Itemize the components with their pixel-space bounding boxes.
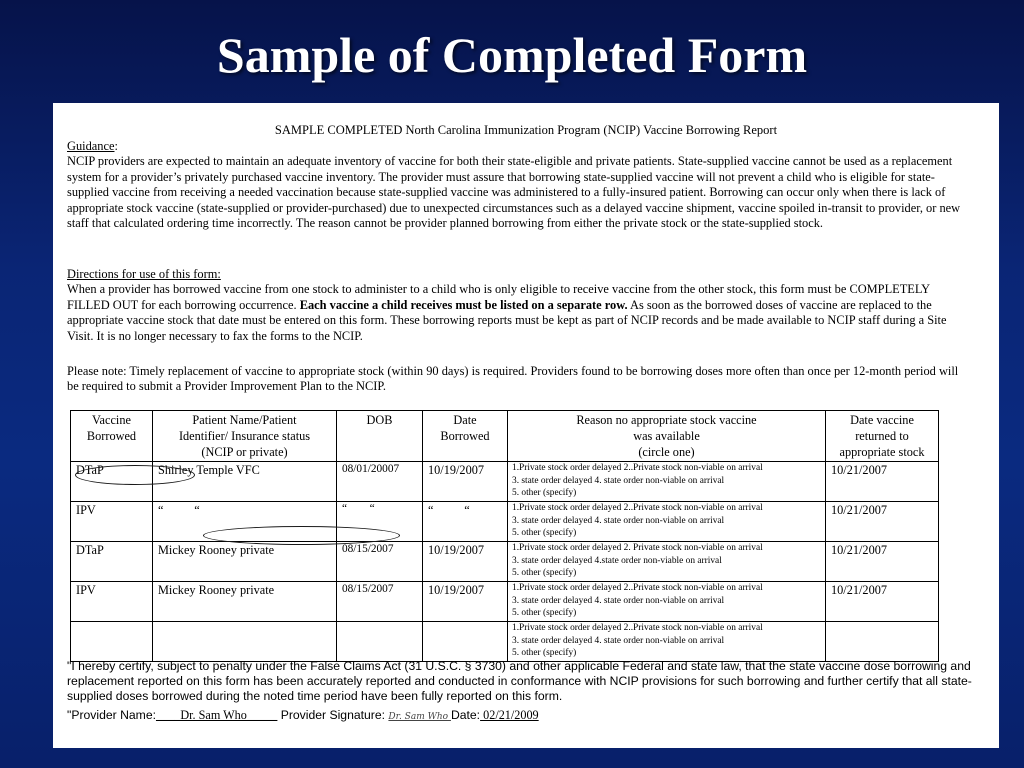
directions-bold: Each vaccine a child receives must be listed on a separate row. bbox=[299, 297, 628, 312]
date-label: Date: bbox=[450, 708, 481, 722]
cell-reason: 1.Private stock order delayed 2..Private stock non-viable on arrival 3. state order delayed 4. state order non-viable on arrival 5. other (specify) bbox=[508, 582, 826, 622]
date-value: 02/21/2009 bbox=[480, 708, 539, 722]
cell-reason: 1.Private stock order delayed 2..Private stock non-viable on arrival 3. state order delayed 4. state order non-viable on arrival 5. other (specify) bbox=[508, 622, 826, 662]
header-date-borrowed: Date Borrowed bbox=[423, 411, 508, 462]
header-dob: DOB bbox=[337, 411, 423, 462]
circle-annotation bbox=[75, 465, 195, 485]
directions-heading: Directions for use of this form: bbox=[67, 267, 221, 281]
header-patient: Patient Name/Patient Identifier/ Insurance status (NCIP or private) bbox=[153, 411, 337, 462]
cell-reason: 1.Private stock order delayed 2. Private stock non-viable on arrival 3. state order delayed 4.state order non-viable on arrival 5. other (specify) bbox=[508, 542, 826, 582]
header-returned: Date vaccine returned to appropriate stock bbox=[826, 411, 939, 462]
header-vaccine: Vaccine Borrowed bbox=[71, 411, 153, 462]
cell-vaccine: DTaP bbox=[71, 542, 153, 582]
form-document bbox=[53, 103, 999, 748]
cell-vaccine bbox=[71, 622, 153, 662]
provider-name-label: "Provider Name: bbox=[67, 708, 156, 722]
guidance-colon: : bbox=[114, 139, 118, 153]
cell-dob bbox=[337, 622, 423, 662]
certification-statement: "I hereby certify, subject to penalty under the False Claims Act (31 U.S.C. § 3730) and other applicable Federal and state law, that the state vaccine dose borrowing and replacement reported on this form has been accurately reported and conducted in conformance with NCIP provisions for such borrowing and further certify that all state-supplied doses borrowed during the noted time period have been fully reported on this form. bbox=[67, 659, 972, 703]
table-row bbox=[71, 462, 939, 502]
please-note: Please note: Timely replacement of vaccine to appropriate stock (within 90 days) is required. Providers found to be borrowing doses more often than once per 12-month period will be required to submit a Provider Improvement Plan to the NCIP. bbox=[67, 364, 959, 394]
slide-title: Sample of Completed Form bbox=[216, 27, 808, 83]
directions-part2: As soon as the borrowed doses of vaccine are replaced to the appropriate vaccine stock that date must be entered on this form. These borrowing reports must be kept as part of NCIP records and be made available to NCIP staff during a Site Visit. It is no longer necessary to fax the forms to the NCIP. bbox=[67, 297, 947, 343]
cell-date-borrowed bbox=[423, 622, 508, 662]
header-reason: Reason no appropriate stock vaccine was available (circle one) bbox=[508, 411, 826, 462]
cell-returned: 10/21/2007 bbox=[826, 502, 939, 542]
cell-patient: “ “ bbox=[153, 502, 337, 542]
circle-annotation bbox=[203, 526, 400, 545]
provider-signature-value: Dr. Sam Who bbox=[388, 712, 451, 722]
cell-vaccine: DTaP bbox=[71, 462, 153, 502]
cell-date-borrowed: 10/19/2007 bbox=[423, 462, 508, 502]
cell-patient: Mickey Rooney private bbox=[153, 542, 337, 582]
directions-part1: When a provider has borrowed vaccine from one stock to administer to a child who is only eligible to receive vaccine from the other stock, this form must be COMPLETELY FILLED OUT for each borrowing occurrence. bbox=[67, 282, 930, 312]
table-row bbox=[71, 582, 939, 622]
cell-dob: “ “ bbox=[337, 502, 423, 542]
cell-date-borrowed: 10/19/2007 bbox=[423, 582, 508, 622]
guidance-text: NCIP providers are expected to maintain an adequate inventory of vaccine for both their state-eligible and private patients. State-supplied vaccine cannot be used as a replacement system for a provider’s privately purchased vaccine inventory. The provider must assure that borrowing state-supplied vaccine will not prevent a child who is eligible for state-supplied vaccine from receiving a needed vaccination because state-supplied vaccine was administered to a fully-insured patient. Borrowing can occur only when there is lack of appropriate stock vaccine (state-supplied or provider-purchased) due to unexpected circumstances such as a delayed vaccine shipment, vaccine spoiled in-transit to provider, or new staff that calculated ordering time incorrectly. The reason cannot be provider planned borrowing from either the private stock or the state-supplied stock. bbox=[67, 154, 961, 231]
guidance-section bbox=[67, 139, 967, 231]
directions-section bbox=[67, 267, 967, 344]
cell-reason: 1.Private stock order delayed 2..Private stock non-viable on arrival 3. state order delayed 4. state order non-viable on arrival 5. other (specify) bbox=[508, 502, 826, 542]
cell-returned: 10/21/2007 bbox=[826, 462, 939, 502]
cell-dob: 08/15/2007 bbox=[337, 582, 423, 622]
cell-vaccine: IPV bbox=[71, 502, 153, 542]
provider-name-value: ____Dr. Sam Who_____ bbox=[156, 708, 278, 722]
table-row bbox=[71, 502, 939, 542]
table-row bbox=[71, 622, 939, 662]
cell-reason: 1.Private stock order delayed 2..Private stock non-viable on arrival 3. state order delayed 4. state order non-viable on arrival 5. other (specify) bbox=[508, 462, 826, 502]
cell-patient bbox=[153, 622, 337, 662]
cell-dob: 08/01/20007 bbox=[337, 462, 423, 502]
cell-date-borrowed: “ “ bbox=[423, 502, 508, 542]
signature-line bbox=[67, 707, 992, 725]
cell-patient: Shirley Temple VFC bbox=[153, 462, 337, 502]
table-row bbox=[71, 542, 939, 582]
guidance-heading: Guidance bbox=[67, 139, 115, 153]
cell-patient: Mickey Rooney private bbox=[153, 582, 337, 622]
cell-dob: 08/15/2007 bbox=[337, 542, 423, 582]
table-header-row bbox=[71, 411, 939, 462]
provider-signature-label: Provider Signature: bbox=[280, 708, 386, 722]
document-title: SAMPLE COMPLETED North Carolina Immunization Program (NCIP) Vaccine Borrowing Report bbox=[274, 123, 778, 137]
directions-text bbox=[67, 282, 967, 344]
borrowing-table bbox=[70, 410, 939, 662]
cell-returned bbox=[826, 622, 939, 662]
cell-date-borrowed: 10/19/2007 bbox=[423, 542, 508, 582]
cell-returned: 10/21/2007 bbox=[826, 582, 939, 622]
cell-returned: 10/21/2007 bbox=[826, 542, 939, 582]
cell-vaccine: IPV bbox=[71, 582, 153, 622]
